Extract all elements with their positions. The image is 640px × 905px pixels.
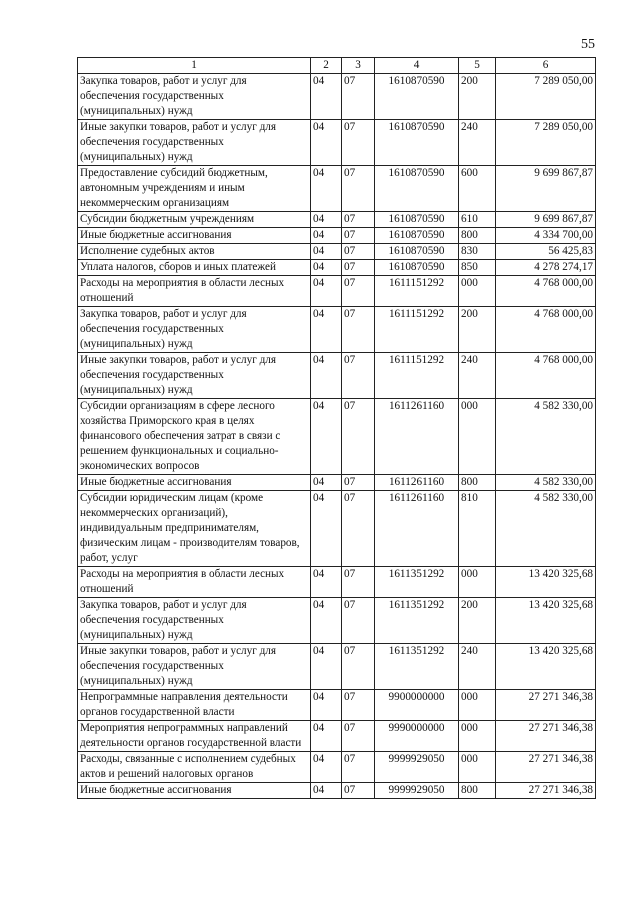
row-section: 04	[311, 598, 342, 644]
row-description: Субсидии организациям в сфере лесного хозяйства Приморского края в целях финансового обеспечения затрат в связи с решением функциональных и социально-экономических вопросов	[78, 399, 311, 475]
row-description: Иные бюджетные ассигнования	[78, 228, 311, 244]
row-description: Расходы, связанные с исполнением судебных актов и решений налоговых органов	[78, 752, 311, 783]
row-target-article: 1611351292	[375, 644, 459, 690]
row-amount: 4 582 330,00	[496, 399, 596, 475]
row-expense-type: 850	[459, 260, 496, 276]
row-expense-type: 240	[459, 353, 496, 399]
row-expense-type: 000	[459, 752, 496, 783]
row-subsection: 07	[342, 212, 375, 228]
row-expense-type: 000	[459, 399, 496, 475]
row-target-article: 1610870590	[375, 74, 459, 120]
row-expense-type: 800	[459, 475, 496, 491]
row-amount: 13 420 325,68	[496, 644, 596, 690]
row-target-article: 1611261160	[375, 399, 459, 475]
row-subsection: 07	[342, 276, 375, 307]
row-description: Иные бюджетные ассигнования	[78, 475, 311, 491]
row-target-article: 1611351292	[375, 598, 459, 644]
row-expense-type: 800	[459, 228, 496, 244]
table-row	[78, 399, 596, 475]
table-row	[78, 721, 596, 752]
row-amount: 4 582 330,00	[496, 475, 596, 491]
table-row	[78, 260, 596, 276]
header-cell-6: 6	[496, 58, 596, 74]
row-section: 04	[311, 260, 342, 276]
row-section: 04	[311, 644, 342, 690]
table-row	[78, 244, 596, 260]
row-target-article: 9990000000	[375, 721, 459, 752]
table-row	[78, 491, 596, 567]
row-target-article: 1611151292	[375, 307, 459, 353]
row-expense-type: 000	[459, 690, 496, 721]
row-section: 04	[311, 228, 342, 244]
row-section: 04	[311, 399, 342, 475]
table-row	[78, 166, 596, 212]
table-body	[78, 74, 596, 799]
row-subsection: 07	[342, 166, 375, 212]
row-target-article: 9900000000	[375, 690, 459, 721]
row-amount: 13 420 325,68	[496, 598, 596, 644]
row-amount: 9 699 867,87	[496, 212, 596, 228]
table-row	[78, 212, 596, 228]
row-subsection: 07	[342, 307, 375, 353]
row-expense-type: 200	[459, 74, 496, 120]
row-description: Иные бюджетные ассигнования	[78, 783, 311, 799]
row-description: Закупка товаров, работ и услуг для обеспечения государственных (муниципальных) нужд	[78, 74, 311, 120]
row-description: Предоставление субсидий бюджетным, автономным учреждениям и иным некоммерческим организациям	[78, 166, 311, 212]
row-amount: 4 768 000,00	[496, 276, 596, 307]
row-description: Расходы на мероприятия в области лесных отношений	[78, 276, 311, 307]
row-subsection: 07	[342, 120, 375, 166]
row-description: Непрограммные направления деятельности органов государственной власти	[78, 690, 311, 721]
row-section: 04	[311, 166, 342, 212]
row-expense-type: 200	[459, 307, 496, 353]
row-target-article: 1611151292	[375, 276, 459, 307]
table-row	[78, 307, 596, 353]
table-row	[78, 644, 596, 690]
row-target-article: 1610870590	[375, 212, 459, 228]
row-subsection: 07	[342, 598, 375, 644]
row-expense-type: 600	[459, 166, 496, 212]
row-section: 04	[311, 307, 342, 353]
row-subsection: 07	[342, 721, 375, 752]
budget-table	[77, 57, 596, 799]
row-target-article: 1611351292	[375, 567, 459, 598]
row-description: Закупка товаров, работ и услуг для обеспечения государственных (муниципальных) нужд	[78, 307, 311, 353]
row-subsection: 07	[342, 353, 375, 399]
table-row	[78, 752, 596, 783]
table-row	[78, 353, 596, 399]
header-cell-3: 3	[342, 58, 375, 74]
row-section: 04	[311, 491, 342, 567]
row-description: Иные закупки товаров, работ и услуг для обеспечения государственных (муниципальных) нужд	[78, 644, 311, 690]
table-row	[78, 120, 596, 166]
row-section: 04	[311, 244, 342, 260]
row-amount: 4 768 000,00	[496, 353, 596, 399]
row-expense-type: 000	[459, 276, 496, 307]
row-expense-type: 240	[459, 644, 496, 690]
row-amount: 13 420 325,68	[496, 567, 596, 598]
row-amount: 27 271 346,38	[496, 783, 596, 799]
row-amount: 4 278 274,17	[496, 260, 596, 276]
row-amount: 27 271 346,38	[496, 721, 596, 752]
row-target-article: 9999929050	[375, 752, 459, 783]
row-amount: 7 289 050,00	[496, 74, 596, 120]
table-row	[78, 783, 596, 799]
row-amount: 4 768 000,00	[496, 307, 596, 353]
row-target-article: 1610870590	[375, 120, 459, 166]
table-row	[78, 690, 596, 721]
row-subsection: 07	[342, 228, 375, 244]
row-target-article: 1610870590	[375, 166, 459, 212]
row-amount: 4 334 700,00	[496, 228, 596, 244]
row-description: Иные закупки товаров, работ и услуг для обеспечения государственных (муниципальных) нужд	[78, 120, 311, 166]
row-subsection: 07	[342, 399, 375, 475]
row-expense-type: 830	[459, 244, 496, 260]
row-target-article: 1611261160	[375, 475, 459, 491]
row-amount: 4 582 330,00	[496, 491, 596, 567]
row-target-article: 1610870590	[375, 260, 459, 276]
table-header-row	[78, 58, 596, 74]
row-subsection: 07	[342, 752, 375, 783]
row-target-article: 1611151292	[375, 353, 459, 399]
table-row	[78, 228, 596, 244]
row-amount: 27 271 346,38	[496, 752, 596, 783]
header-cell-1: 1	[78, 58, 311, 74]
row-amount: 56 425,83	[496, 244, 596, 260]
row-section: 04	[311, 567, 342, 598]
row-description: Субсидии юридическим лицам (кроме некоммерческих организаций), индивидуальным предпринимателям, физическим лицам - производителям товаров, работ, услуг	[78, 491, 311, 567]
row-section: 04	[311, 276, 342, 307]
row-expense-type: 610	[459, 212, 496, 228]
row-subsection: 07	[342, 783, 375, 799]
row-expense-type: 810	[459, 491, 496, 567]
row-section: 04	[311, 690, 342, 721]
row-amount: 27 271 346,38	[496, 690, 596, 721]
row-description: Субсидии бюджетным учреждениям	[78, 212, 311, 228]
row-section: 04	[311, 721, 342, 752]
row-description: Мероприятия непрограммных направлений деятельности органов государственной власти	[78, 721, 311, 752]
row-subsection: 07	[342, 690, 375, 721]
row-description: Расходы на мероприятия в области лесных отношений	[78, 567, 311, 598]
row-expense-type: 000	[459, 567, 496, 598]
header-cell-2: 2	[311, 58, 342, 74]
row-section: 04	[311, 752, 342, 783]
table-row	[78, 475, 596, 491]
row-expense-type: 000	[459, 721, 496, 752]
row-target-article: 1611261160	[375, 491, 459, 567]
table-row	[78, 276, 596, 307]
row-subsection: 07	[342, 475, 375, 491]
page-number: 55	[581, 37, 595, 52]
row-amount: 7 289 050,00	[496, 120, 596, 166]
row-description: Закупка товаров, работ и услуг для обеспечения государственных (муниципальных) нужд	[78, 598, 311, 644]
table-row	[78, 567, 596, 598]
row-target-article: 9999929050	[375, 783, 459, 799]
row-subsection: 07	[342, 244, 375, 260]
row-subsection: 07	[342, 567, 375, 598]
row-expense-type: 800	[459, 783, 496, 799]
row-section: 04	[311, 475, 342, 491]
row-description: Иные закупки товаров, работ и услуг для обеспечения государственных (муниципальных) нужд	[78, 353, 311, 399]
row-section: 04	[311, 120, 342, 166]
row-target-article: 1610870590	[375, 244, 459, 260]
row-target-article: 1610870590	[375, 228, 459, 244]
table-row	[78, 598, 596, 644]
row-section: 04	[311, 74, 342, 120]
row-subsection: 07	[342, 491, 375, 567]
header-cell-5: 5	[459, 58, 496, 74]
table-row	[78, 74, 596, 120]
row-description: Уплата налогов, сборов и иных платежей	[78, 260, 311, 276]
row-section: 04	[311, 353, 342, 399]
row-expense-type: 240	[459, 120, 496, 166]
row-subsection: 07	[342, 260, 375, 276]
row-subsection: 07	[342, 644, 375, 690]
row-description: Исполнение судебных актов	[78, 244, 311, 260]
row-section: 04	[311, 212, 342, 228]
row-expense-type: 200	[459, 598, 496, 644]
row-subsection: 07	[342, 74, 375, 120]
row-section: 04	[311, 783, 342, 799]
row-amount: 9 699 867,87	[496, 166, 596, 212]
header-cell-4: 4	[375, 58, 459, 74]
